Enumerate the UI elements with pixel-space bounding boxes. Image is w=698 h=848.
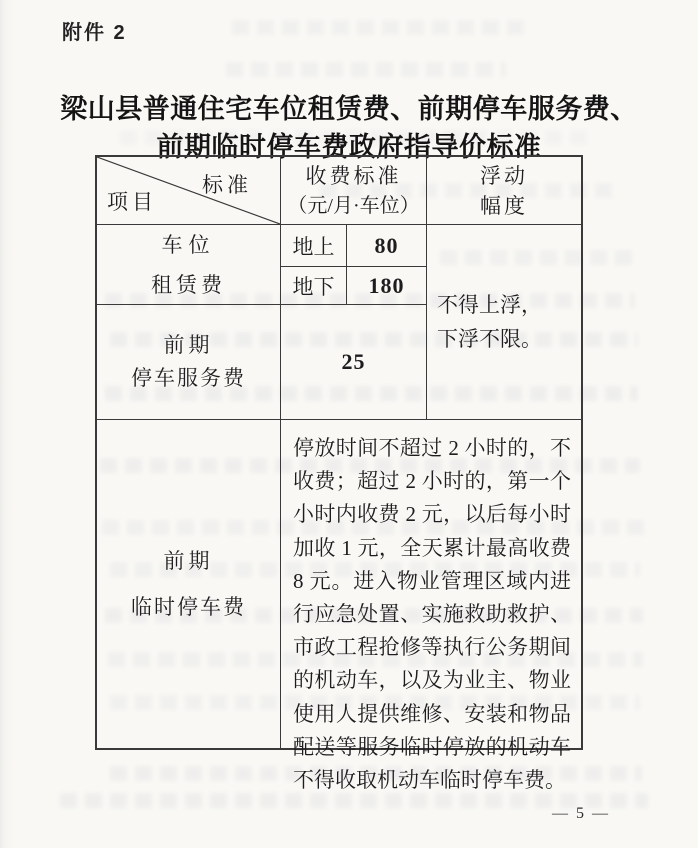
attachment-label: 附件 2 bbox=[62, 22, 127, 44]
bleed-through-text bbox=[226, 62, 506, 77]
row-rental-fee-label bbox=[97, 225, 281, 305]
service-fee-value: 25 bbox=[281, 305, 427, 420]
header-corner-item: 项目 bbox=[107, 190, 157, 214]
bleed-through-text bbox=[232, 20, 532, 35]
header-fee-line2: （元/月·车位） bbox=[287, 194, 420, 217]
header-fee-standard bbox=[281, 157, 427, 225]
title-line-1: 梁山县普通住宅车位租赁费、前期停车服务费、 bbox=[60, 94, 638, 124]
header-corner-cell bbox=[97, 157, 281, 225]
header-fee-line1: 收费标准 bbox=[305, 163, 402, 188]
service-label-line1: 前期 bbox=[163, 333, 214, 357]
service-label-line2: 停车服务费 bbox=[131, 366, 246, 390]
fee-standard-table bbox=[95, 155, 583, 793]
header-float-range bbox=[427, 157, 581, 225]
row-temporary-fee-label bbox=[97, 420, 281, 748]
rental-above-ground-label: 地上 bbox=[281, 225, 347, 267]
rental-label-line1: 车位 bbox=[161, 232, 216, 257]
rental-underground-label: 地下 bbox=[281, 267, 347, 305]
header-corner-standard: 标准 bbox=[202, 173, 252, 197]
row-service-fee-label bbox=[97, 305, 281, 420]
float-range-note bbox=[427, 225, 581, 420]
page-number: — 5 — bbox=[552, 805, 610, 822]
header-float-line1: 浮动 bbox=[480, 163, 528, 188]
rental-above-ground-value: 80 bbox=[347, 225, 427, 267]
title-line-2: 前期临时停车费政府指导价标准 bbox=[156, 132, 542, 162]
temporary-fee-rule-text: 停放时间不超过 2 小时的，不收费；超过 2 小时的，第一个小时内收费 2 元，以后每小时加收 1 元，全天累计最高收费 8 元。进入物业管理区域内进行应急处置、实施救助救护、市政工程抢修等执行公务期间的机动车，以及为业主、物业使用人提供维修、安装和物品配送等服务临时停放的机动车不得收取机动车临时停车费。 bbox=[293, 436, 571, 793]
float-note-line2: 下浮不限。 bbox=[437, 327, 542, 351]
temporary-label-line1: 前期 bbox=[163, 549, 214, 573]
temporary-label-line2: 临时停车费 bbox=[131, 595, 246, 619]
rental-underground-value: 180 bbox=[347, 267, 427, 305]
header-float-line2: 幅度 bbox=[480, 193, 528, 218]
rental-label-line2: 租赁费 bbox=[151, 272, 226, 297]
float-note-line1: 不得上浮， bbox=[437, 293, 542, 317]
